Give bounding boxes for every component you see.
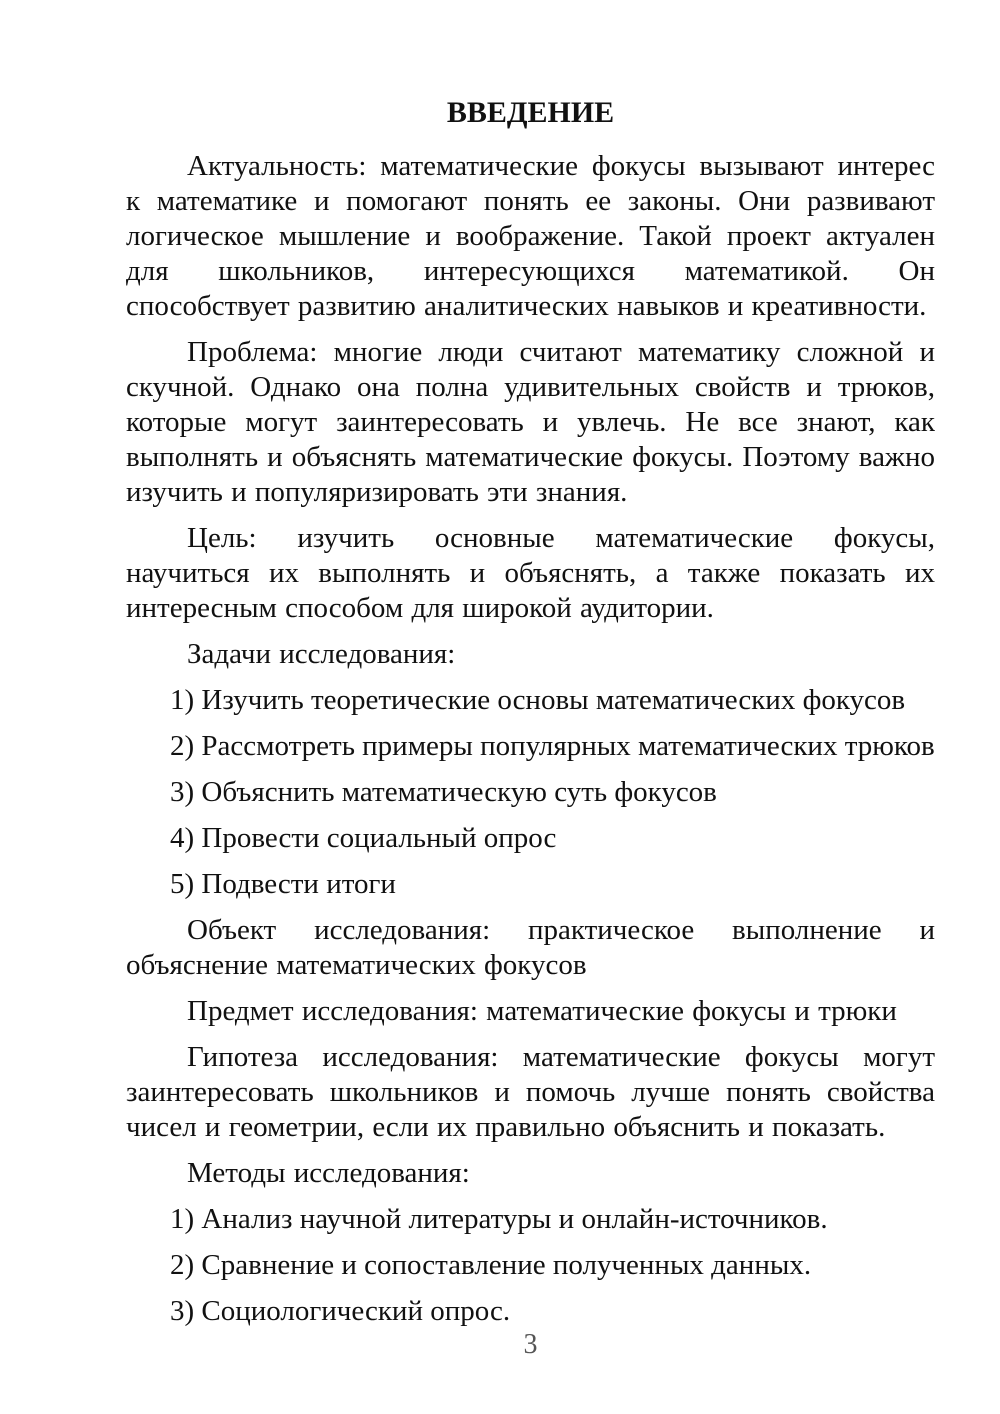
paragraph-goal: Цель: изучить основные математические фокусы, научиться их выполнять и объяснять, а также показать их интересным способом для широкой аудитории. [126, 522, 935, 624]
paragraph-problem: Проблема: многие люди считают математику сложной и скучной. Однако она полна удивительных свойств и трюков, которые могут заинтересовать и увлечь. Не все знают, как выполнять и объяснять математические фокусы. Поэтому важно изучить и популяризировать эти знания. [126, 336, 935, 508]
paragraph-subject: Предмет исследования: математические фокусы и трюки [187, 995, 897, 1027]
task-item-1: 1) Изучить теоретические основы математических фокусов [170, 684, 906, 716]
task-item-4: 4) Провести социальный опрос [170, 822, 557, 854]
task-item-2: 2) Рассмотреть примеры популярных математических трюков [170, 730, 935, 762]
paragraph-hypothesis: Гипотеза исследования: математические фокусы могут заинтересовать школьников и помочь лучше понять свойства чисел и геометрии, если их правильно объяснить и показать. [126, 1041, 935, 1143]
task-item-5: 5) Подвести итоги [170, 868, 396, 900]
method-item-1: 1) Анализ научной литературы и онлайн-источников. [170, 1203, 828, 1235]
methods-label: Методы исследования: [187, 1157, 470, 1189]
method-item-3: 3) Социологический опрос. [170, 1295, 511, 1327]
paragraph-relevance: Актуальность: математические фокусы вызывают интерес к математике и помогают понять ее законы. Они развивают логическое мышление и воображение. Такой проект актуален для школьников, интересующихся математикой. Он способствует развитию аналитических навыков и креативности. [126, 150, 935, 322]
paragraph-object: Объект исследования: практическое выполнение и объяснение математических фокусов [126, 914, 935, 981]
task-item-3: 3) Объяснить математическую суть фокусов [170, 776, 717, 808]
page-title: ВВЕДЕНИЕ [446, 96, 615, 129]
methods-list [126, 1202, 935, 1329]
page-number: 3 [523, 1329, 538, 1360]
tasks-list [126, 683, 935, 902]
tasks-label: Задачи исследования: [187, 638, 456, 670]
method-item-2: 2) Сравнение и сопоставление полученных данных. [170, 1249, 812, 1281]
